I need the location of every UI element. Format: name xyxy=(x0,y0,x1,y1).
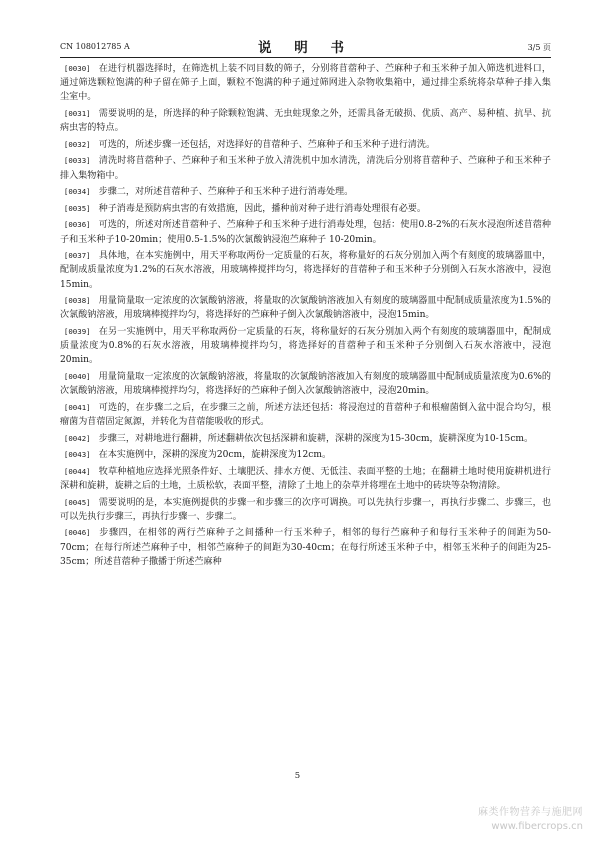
paragraph-0030 xyxy=(60,62,551,105)
paragraph-text: 需要说明的是，所选择的种子除颗粒饱满、无虫蛀现象之外，还需具备无破损、优质、高产、易种植、抗旱、抗病虫害的特点。 xyxy=(60,109,551,134)
paragraph-text: 清洗时将苜蓿种子、苎麻种子和玉米种子放入清洗机中加水清洗，清洗后分别将苜蓿种子、苎麻种子和玉米种子排入集物箱中。 xyxy=(60,156,551,181)
paragraph-text: 具体地，在本实施例中，用天平称取两份一定质量的石灰，将称量好的石灰分别加入两个有刻度的玻璃器皿中，配制成质量浓度为1.2%的石灰水溶液，用玻璃棒搅拌均匀，将选择好的苜蓿种子和玉米种子分别倒入石灰水溶液中，浸泡15min。 xyxy=(60,251,551,290)
paragraph-number: [0038] xyxy=(63,296,91,306)
paragraph-text: 需要说明的是，本实施例提供的步骤一和步骤三的次序可调换。可以先执行步骤一，再执行步骤二、步骤三，也可以先执行步骤三，再执行步骤一、步骤二。 xyxy=(60,497,551,522)
document-title: 说 明 书 xyxy=(258,40,353,56)
paragraph-text: 步骤二，对所述苜蓿种子、苎麻种子和玉米种子进行消毒处理。 xyxy=(98,187,354,198)
paragraph-number: [0036] xyxy=(63,220,91,230)
page-count: 3/5 页 xyxy=(527,43,551,52)
paragraph-0041 xyxy=(60,401,551,429)
paragraph-number: [0045] xyxy=(63,497,91,507)
paragraph-text: 在进行机器选择时，在筛选机上装不同目数的筛子，分别将苜蓿种子、苎麻种子和玉米种子加入筛选机进料口，通过筛选颗粒饱满的种子留在筛子上面，颗粒不饱满的种子通过筛网进入杂物收集箱中，通过排尘系统将杂草种子排入集尘室中。 xyxy=(60,64,551,103)
paragraph-text: 牧草种植地应选择光照条件好、土壤肥沃、排水方便、无低洼、表面平整的土地；在翻耕土地时使用旋耕机进行深耕和旋耕，旋耕之后的土地，土质松软，表面平整，清除了土地上的杂草并将埋在土地中的砖块等杂物清除。 xyxy=(60,466,551,491)
paragraph-0031 xyxy=(60,107,551,135)
paragraph-number: [0040] xyxy=(63,371,91,381)
paragraph-0045 xyxy=(60,496,551,524)
paragraph-0039 xyxy=(60,325,551,368)
paragraph-text: 种子消毒是预防病虫害的有效措施，因此，播种前对种子进行消毒处理很有必要。 xyxy=(98,203,426,214)
paragraph-0036 xyxy=(60,218,551,246)
header-rule xyxy=(60,57,551,58)
page-header xyxy=(60,36,551,56)
paragraph-text: 可选的，所述步骤一还包括，对选择好的苜蓿种子、苎麻种子和玉米种子进行清洗。 xyxy=(98,139,436,150)
paragraph-number: [0041] xyxy=(63,402,91,412)
paragraph-text: 可选的，所述对所述苜蓿种子、苎麻种子和玉米种子进行消毒处理，包括：使用0.8-2%的石灰水浸泡所述苜蓿种子和玉米种子10-20min；使用0.5-1.5%的次氯酸钠浸泡苎麻种子 10-20min。 xyxy=(60,220,551,245)
paragraph-text: 可选的，在步骤二之后，在步骤三之前，所述方法还包括：将浸泡过的苜蓿种子和根瘤菌倒入盆中混合均匀，根瘤菌为苜蓿固定氮源，并转化为苜蓿能吸收的形式。 xyxy=(60,402,551,427)
paragraph-0046 xyxy=(60,526,551,569)
paragraph-0042 xyxy=(60,432,551,446)
paragraph-number: [0034] xyxy=(63,187,91,197)
paragraph-0037 xyxy=(60,249,551,292)
paragraph-0043 xyxy=(60,448,551,462)
document-body xyxy=(60,62,551,571)
paragraph-text: 在本实施例中，深耕的深度为20cm，旋耕深度为12cm。 xyxy=(98,450,332,461)
paragraph-number: [0032] xyxy=(63,139,91,149)
paragraph-number: [0033] xyxy=(63,156,91,166)
paragraph-text: 步骤三，对耕地进行翻耕，所述翻耕依次包括深耕和旋耕，深耕的深度为15-30cm，旋耕深度为10-15cm。 xyxy=(98,433,534,444)
paragraph-number: [0031] xyxy=(63,109,91,118)
paragraph-number: [0042] xyxy=(63,433,91,443)
watermark-url: www.fibercrops.cn xyxy=(491,821,583,832)
paragraph-number: [0035] xyxy=(63,203,91,213)
paragraph-number: [0043] xyxy=(63,450,91,460)
paragraph-number: [0030] xyxy=(63,64,91,73)
paragraph-number: [0046] xyxy=(63,528,91,538)
paragraph-text: 步骤四，在相邻的两行苎麻种子之间播种一行玉米种子，相邻的每行苎麻种子和每行玉米种子的间距为50-70cm；在每行所述苎麻种子中，相邻苎麻种子的间距为30-40cm；在每行所述玉米种子中，相邻玉米种子的间距为25-35cm；所述苜蓿种子撒播于所述苎麻种 xyxy=(60,528,551,567)
paragraph-0044 xyxy=(60,465,551,493)
paragraph-0035 xyxy=(60,202,551,216)
paragraph-text: 用量筒量取一定浓度的次氯酸钠溶液，将量取的次氯酸钠溶液加入有刻度的玻璃器皿中配制成质量浓度为0.6%的次氯酸钠溶液，用玻璃棒搅拌均匀，将选择好的苎麻种子倒入次氯酸钠溶液中，浸泡20min。 xyxy=(60,371,551,397)
paragraph-0038 xyxy=(60,294,551,322)
paragraph-0034 xyxy=(60,185,551,199)
page-number: 5 xyxy=(294,771,301,781)
paragraph-number: [0037] xyxy=(63,251,91,261)
paragraph-number: [0039] xyxy=(63,326,91,336)
paragraph-0040 xyxy=(60,370,551,398)
site-watermark xyxy=(478,806,583,834)
paragraph-text: 在另一实施例中，用天平称取两份一定质量的石灰，将称量好的石灰分别加入两个有刻度的玻璃器皿中，配制成质量浓度为0.8%的石灰水溶液，用玻璃棒搅拌均匀，将选择好的苜蓿种子和玉米种子分别倒入石灰水溶液中，浸泡20min。 xyxy=(60,326,551,366)
watermark-site-name: 麻类作物营养与施肥网 xyxy=(478,807,583,818)
paragraph-number: [0044] xyxy=(63,466,91,476)
patent-number: CN 108012785 A xyxy=(60,42,130,51)
paragraph-0033 xyxy=(60,154,551,182)
paragraph-text: 用量筒量取一定浓度的次氯酸钠溶液，将量取的次氯酸钠溶液加入有刻度的玻璃器皿中配制成质量浓度为1.5%的次氯酸钠溶液，用玻璃棒搅拌均匀，将选择好的苎麻种子倒入次氯酸钠溶液中，浸泡15min。 xyxy=(60,296,551,321)
paragraph-0032 xyxy=(60,138,551,152)
